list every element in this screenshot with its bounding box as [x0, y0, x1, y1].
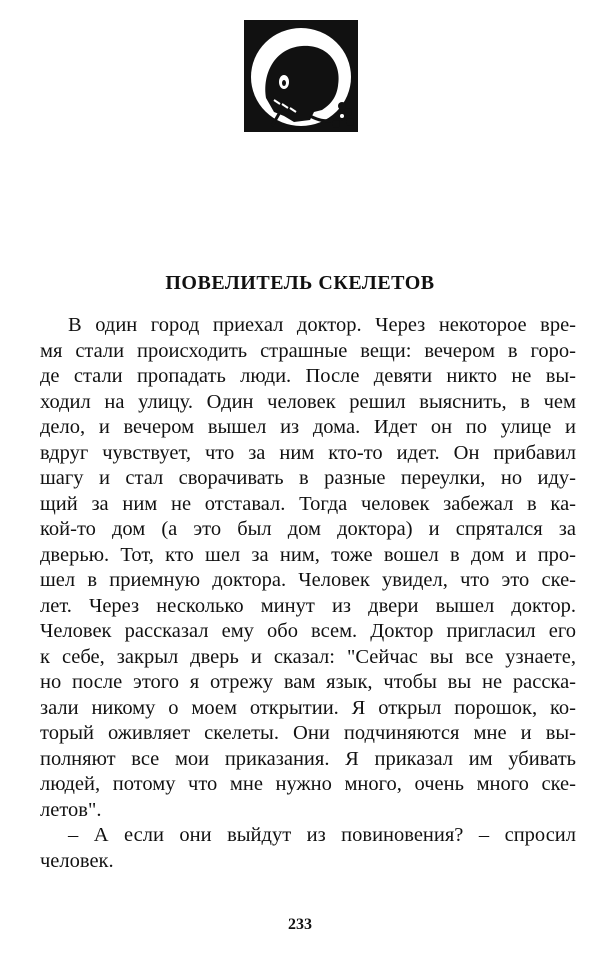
text-line: людей, потому что мне нужно много, очень много ске- [40, 773, 576, 795]
text-line: де стали пропадать люди. После девяти никто не вы- [40, 365, 576, 387]
text-line: шел в приемную доктора. Человек увидел, что это ске- [40, 569, 576, 591]
text-line: лет. Через несколько минут из двери вышел доктор. [40, 594, 576, 617]
text-line: к себе, закрыл дверь и сказал: "Сейчас вы все узнаете, [40, 645, 576, 668]
text-line: дело, и вечером вышел из дома. Идет он по улице и [40, 416, 576, 438]
text-line: вдруг чувствует, что за ним кто-то идет. Он прибавил [40, 441, 576, 464]
story-text [40, 313, 576, 874]
text-line: человек. [40, 849, 114, 872]
text-line: полняют все мои приказания. Я приказал им убивать [40, 747, 576, 770]
text-line: кой-то дом (а это был дом доктора) и спрятался за [40, 518, 576, 540]
text-line: щий за ним не отставал. Тогда человек забежал в ка- [40, 492, 576, 515]
text-line: торый оживляет скелеты. Они подчиняются мне и вы- [40, 722, 576, 744]
text-line: зали никому о моем открытии. Я открыл порошок, ко- [40, 696, 576, 719]
text-line: Человек рассказал ему обо всем. Доктор пригласил его [40, 620, 576, 642]
text-line: мя стали происходить страшные вещи: вечером в горо- [40, 339, 576, 362]
text-line: – А если они выйдут из повиновения? – спросил [68, 824, 576, 846]
story-title: ПОВЕЛИТЕЛЬ СКЕЛЕТОВ [165, 272, 435, 294]
text-line: дверью. Тот, кто шел за ним, тоже вошел в дом и про- [40, 543, 576, 566]
text-line: ходил на улицу. Один человек решил выяснить, в чем [40, 390, 576, 413]
text-line: летов". [40, 798, 102, 821]
text-line: шагу и стал сворачивать в разные переулки, но иду- [40, 467, 576, 489]
page-number: 233 [288, 916, 312, 933]
text-line: В один город приехал доктор. Через некоторое вре- [68, 314, 576, 336]
skull-vignette-icon [244, 20, 358, 132]
text-line: но после этого я отрежу вам язык, чтобы вы не расска- [40, 671, 576, 693]
